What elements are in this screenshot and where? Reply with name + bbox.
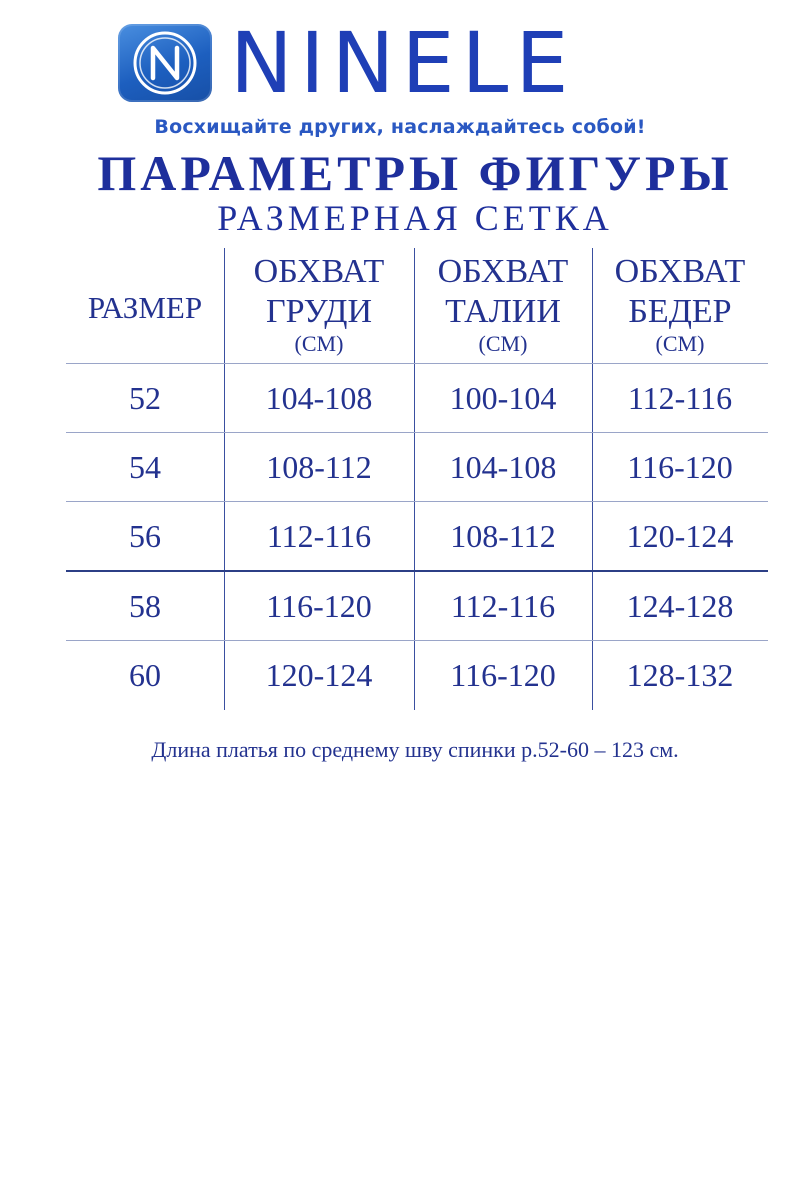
cell-chest: 112-116: [266, 517, 372, 554]
header-waist: ОБХВАТ ТАЛИИ (СМ): [437, 253, 569, 356]
brand-name: NINELE: [230, 14, 576, 112]
cell-size: 56: [129, 517, 161, 554]
brand-slogan: Восхищайте других, наслаждайтесь собой!: [154, 116, 646, 138]
dress-length-note: Длина платья по среднему шву спинки р.52-60 – 123 см.: [151, 737, 679, 762]
n-monogram-icon: [118, 24, 212, 102]
cell-size: 54: [129, 448, 161, 485]
cell-size: 52: [129, 379, 161, 416]
cell-waist: 104-108: [449, 448, 557, 485]
cell-waist: 108-112: [450, 517, 556, 554]
page-subtitle: РАЗМЕРНАЯ СЕТКА: [217, 198, 613, 238]
cell-waist: 100-104: [449, 379, 557, 416]
cell-hips: 120-124: [626, 517, 734, 554]
cell-chest: 108-112: [266, 448, 372, 485]
brand-header: [0, 14, 800, 113]
size-table: [66, 248, 768, 710]
cell-waist: 116-120: [450, 656, 556, 693]
cell-hips: 128-132: [626, 656, 734, 693]
cell-size: 60: [129, 656, 161, 693]
cell-chest: 104-108: [265, 379, 373, 416]
page-title: ПАРАМЕТРЫ ФИГУРЫ: [97, 145, 733, 201]
header-chest: ОБХВАТ ГРУДИ (СМ): [253, 253, 385, 356]
header-hips: ОБХВАТ БЕДЕР (СМ): [614, 253, 746, 356]
header-size: РАЗМЕР: [87, 290, 203, 325]
cell-hips: 124-128: [626, 587, 734, 624]
cell-waist: 112-116: [450, 587, 556, 624]
cell-hips: 112-116: [627, 379, 733, 416]
cell-hips: 116-120: [627, 448, 733, 485]
cell-chest: 120-124: [265, 656, 373, 693]
cell-size: 58: [129, 587, 161, 624]
cell-chest: 116-120: [266, 587, 372, 624]
